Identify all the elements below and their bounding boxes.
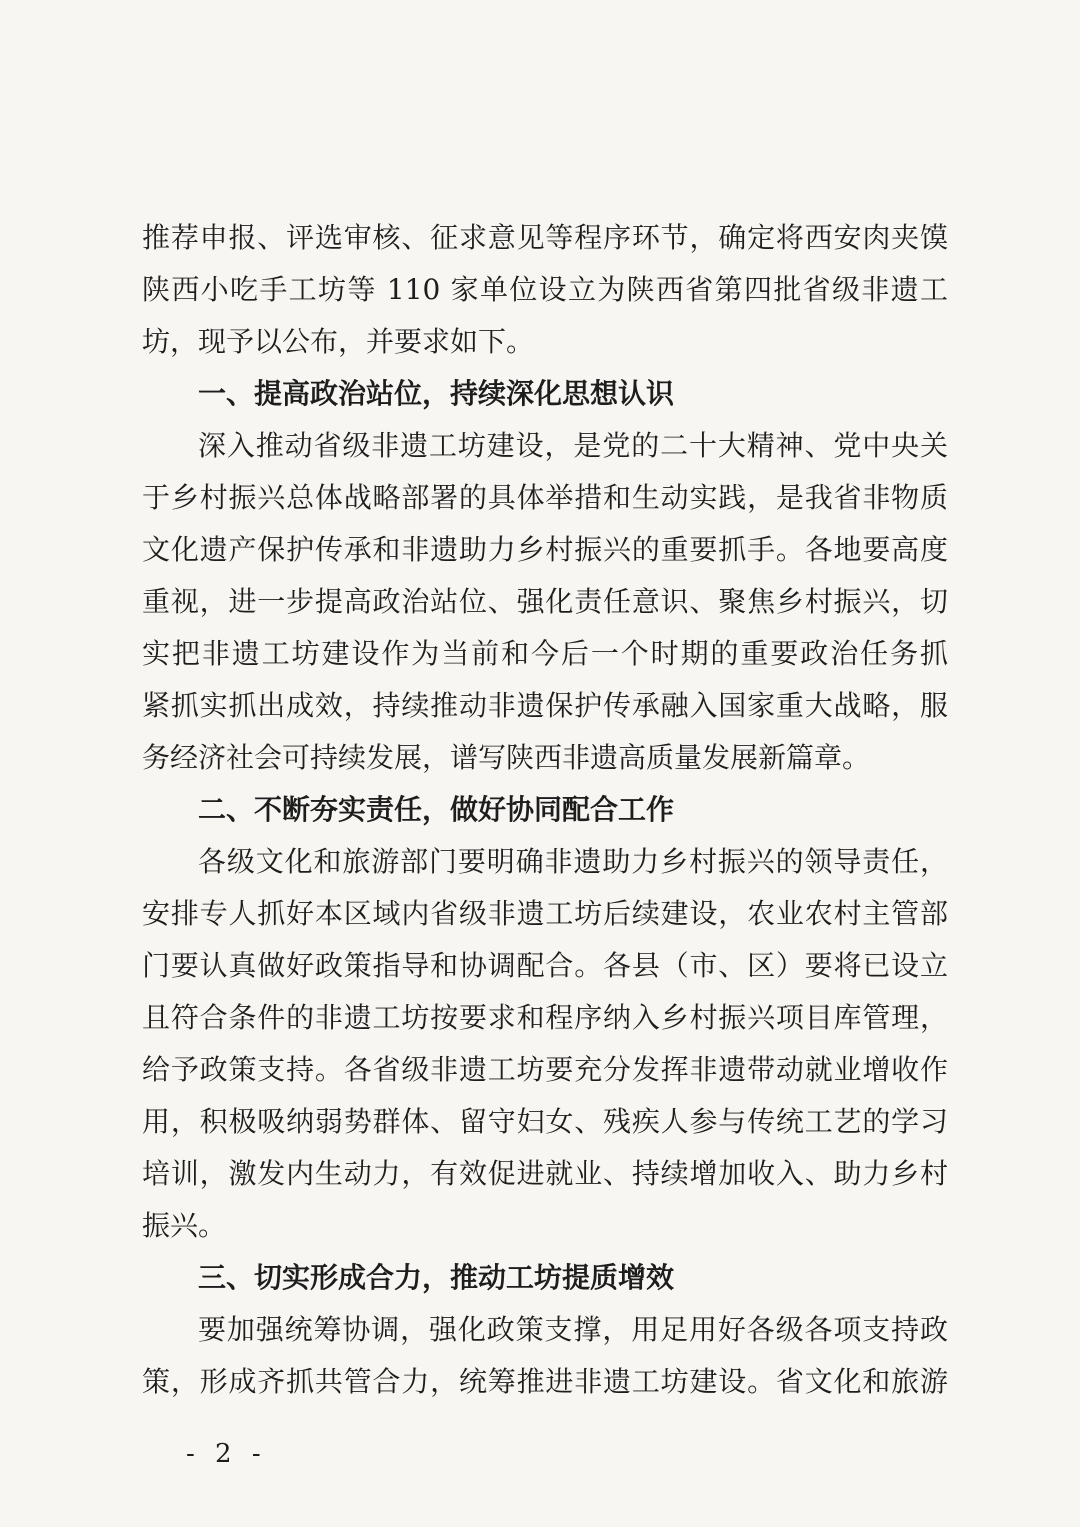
section-2-line-1: 各级文化和旅游部门要明确非遗助力乡村振兴的领导责任， xyxy=(198,845,948,878)
section-2-line-5: 给予政策支持。各省级非遗工坊要充分发挥非遗带动就业增收作 xyxy=(142,1053,948,1086)
section-1-line-3: 文化遗产保护传承和非遗助力乡村振兴的重要抓手。各地要高度 xyxy=(142,533,948,566)
section-1-line-7: 务经济社会可持续发展，谱写陕西非遗高质量发展新篇章。 xyxy=(142,741,871,774)
section-2-line-4: 且符合条件的非遗工坊按要求和程序纳入乡村振兴项目库管理， xyxy=(142,1001,948,1034)
section-1-line-5: 实把非遗工坊建设作为当前和今后一个时期的重要政治任务抓 xyxy=(142,637,948,670)
intro-line-3: 坊，现予以公布，并要求如下。 xyxy=(142,325,535,358)
section-2-heading: 二、不断夯实责任，做好协同配合工作 xyxy=(198,793,675,826)
section-1-line-2: 于乡村振兴总体战略部署的具体举措和生动实践，是我省非物质 xyxy=(142,481,948,514)
section-1-line-1: 深入推动省级非遗工坊建设，是党的二十大精神、党中央关 xyxy=(198,429,948,462)
section-1-heading: 一、提高政治站位，持续深化思想认识 xyxy=(198,377,675,410)
section-3-heading: 三、切实形成合力，推动工坊提质增效 xyxy=(198,1261,675,1294)
section-1-line-4: 重视，进一步提高政治站位、强化责任意识、聚焦乡村振兴，切 xyxy=(142,585,948,618)
section-3-line-1: 要加强统筹协调，强化政策支撑，用足用好各级各项支持政 xyxy=(198,1313,948,1346)
section-2-line-8: 振兴。 xyxy=(142,1209,227,1242)
intro-line-1: 推荐申报、评选审核、征求意见等程序环节，确定将西安肉夹馍 xyxy=(142,221,948,254)
section-2-line-2: 安排专人抓好本区域内省级非遗工坊后续建设，农业农村主管部 xyxy=(142,897,948,930)
intro-line-2: 陕西小吃手工坊等 110 家单位设立为陕西省第四批省级非遗工 xyxy=(142,273,948,306)
page-number: - 2 - xyxy=(186,1439,267,1469)
section-2-line-3: 门要认真做好政策指导和协调配合。各县（市、区）要将已设立 xyxy=(142,949,948,982)
section-2-line-6: 用，积极吸纳弱势群体、留守妇女、残疾人参与传统工艺的学习 xyxy=(142,1105,948,1138)
document-body xyxy=(142,212,948,1408)
section-1-line-6: 紧抓实抓出成效，持续推动非遗保护传承融入国家重大战略，服 xyxy=(142,689,948,722)
section-2-line-7: 培训，激发内生动力，有效促进就业、持续增加收入、助力乡村 xyxy=(142,1157,948,1190)
section-3-line-2: 策，形成齐抓共管合力，统筹推进非遗工坊建设。省文化和旅游 xyxy=(142,1365,948,1398)
